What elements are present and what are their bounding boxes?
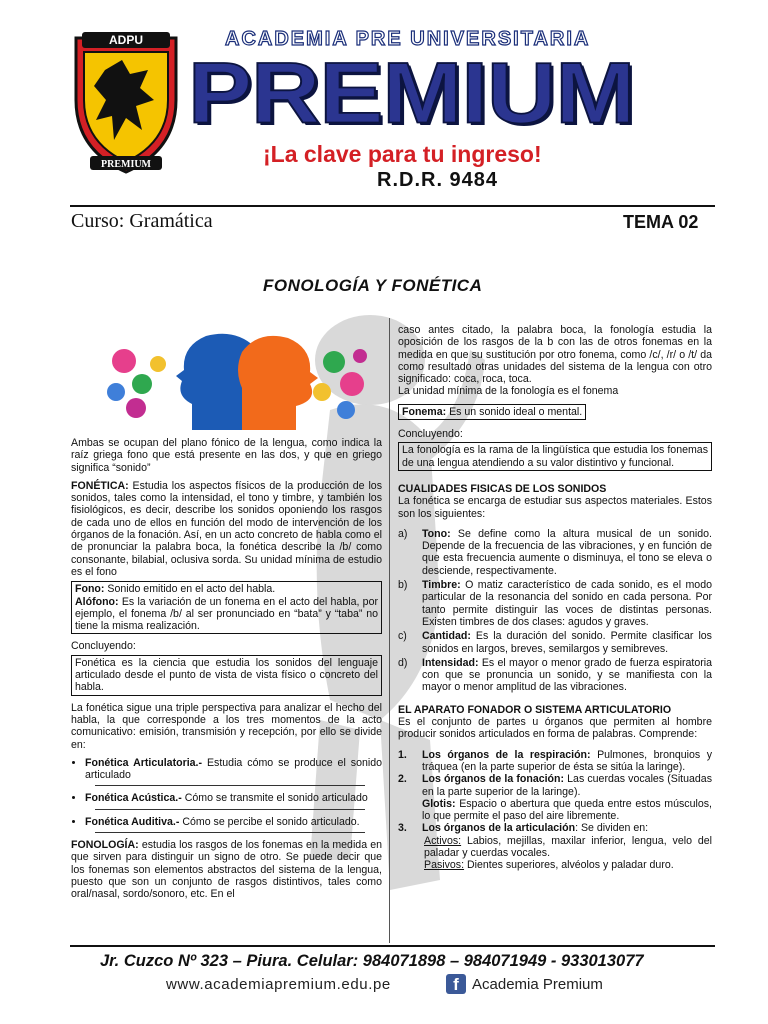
item-marker: 1. — [398, 748, 407, 761]
fono-label: Fono: — [75, 583, 105, 596]
cualidades-intro: La fonética se encarga de estudiar sus aspectos materiales. Estos son los siguientes: — [398, 495, 712, 520]
item-text: Pulmones, bronquios y tráquea (en la parte superior de ésta se sitúa la laringe). — [422, 748, 712, 773]
fonologia-conclusion-box: La fonología es la rama de la lingüística que estudia los fonemas de una lengua atendiendo a su valor distintivo y funcional. — [398, 442, 712, 471]
list-item — [85, 816, 382, 833]
footer-address: Jr. Cuzco Nº 323 – Piura. Celular: 984071898 – 984071949 - 933013077 — [100, 952, 644, 970]
list-item — [398, 657, 712, 694]
right-column — [398, 324, 712, 872]
cualidades-list — [398, 528, 712, 694]
item-text: Las cuerdas vocales (Situadas en la parte superior de la laringe). — [422, 773, 712, 798]
aparato-intro: Es el conjunto de partes u órganos que permiten al hombre producir sonidos articulados en forma de palabras. Comprende: — [398, 716, 712, 741]
activos-line — [398, 835, 712, 860]
item-text: : Se dividen en: — [575, 822, 649, 835]
course-label: Curso: Gramática — [71, 210, 213, 232]
left-column — [71, 437, 382, 901]
glotis-text: Espacio o abertura que queda entre estos músculos, lo que permite el paso del aire libremente. — [422, 797, 712, 823]
item-label: Fonética Articulatoria.- — [85, 756, 203, 769]
fonetica-paragraph — [71, 480, 382, 578]
list-item — [398, 749, 712, 774]
fonologia-paragraph — [71, 839, 382, 900]
alofono-text: Es la variación de un fonema en el acto del habla, por ejemplo, el fonema /b/ al ser pronunciado en “bata” y “taba” no tiene la misma realización. — [75, 595, 378, 633]
page-title: FONOLOGÍA Y FONÉTICA — [263, 276, 483, 295]
answer-line — [95, 785, 365, 786]
column-divider — [389, 318, 390, 943]
shield-top-text: ADPU — [108, 33, 144, 47]
alofono-label: Alófono: — [75, 595, 119, 608]
item-label: Los órganos de la fonación: — [422, 773, 565, 786]
list-item — [398, 773, 712, 798]
registration-number: R.D.R. 9484 — [377, 169, 499, 191]
slogan: ¡La clave para tu ingreso! — [263, 141, 542, 167]
fonetica-types-list — [71, 757, 382, 833]
glotis-label: Glotis: — [422, 797, 456, 810]
brand-title: PREMIUM — [188, 44, 635, 142]
item-label: Los órganos de la articulación — [422, 822, 576, 835]
shield-bottom-text: PREMIUM — [101, 159, 151, 170]
organos-list — [398, 749, 712, 872]
item-label: Timbre: — [422, 579, 461, 592]
item-label: Intensidad: — [422, 656, 479, 669]
cualidades-heading: CUALIDADES FISICAS DE LOS SONIDOS — [398, 482, 607, 495]
concluyendo-label-right: Concluyendo: — [398, 428, 463, 441]
footer-rule — [70, 945, 715, 947]
item-text: Cómo se transmite el sonido articulado — [184, 792, 368, 805]
facebook-page-link[interactable]: Academia Premium — [472, 976, 603, 993]
list-item — [85, 792, 382, 809]
academy-name: ACADEMIA PRE UNIVERSITARIA — [225, 28, 591, 50]
aparato-heading: EL APARATO FONADOR O SISTEMA ARTICULATORIO — [398, 703, 672, 716]
fonetica-text: Estudia los aspectos físicos de la producción de los sonidos, tales como la intensidad, el tono y timbre, y también los fisiológicos, es decir, describe los sonidos oponiendo los rasgos de cada uno de ellos en función del modo de intervención de los órganos de la fonación. Así, en un acto concreto de habla como el de pronunciar la palabra boca, la fonética describe la /b/ como consonante, bilabial, oclusiva sorda. Su unidad mínima de estudio es el fono — [71, 479, 382, 578]
fonema-label: Fonema: — [402, 405, 447, 418]
item-marker: d) — [398, 656, 408, 669]
item-marker: 3. — [398, 822, 407, 835]
item-label: Fonética Acústica.- — [85, 792, 182, 805]
item-text: Estudia cómo se produce el sonido articulado — [85, 756, 382, 782]
pasivos-text: Dientes superiores, alvéolos y paladar duro. — [467, 859, 674, 872]
list-item — [398, 822, 712, 834]
fonologia-continuation: caso antes citado, la palabra boca, la fonología estudia la oposición de los rasgos de la b con las de otros fonemas en la medida en que su sustitución por otro fonema, como /c/, /r/ o /t/ da como resultado otras unidades del sistema de la lengua con otro significado: coca, roca, toca. — [398, 324, 712, 386]
item-label: Fonética Auditiva.- — [85, 815, 180, 828]
item-text: Es el mayor o menor grado de fuerza espiratoria con que se pronuncia un sonido, y se manifiesta con la mayor o menor amplitud de las vibraciones. — [422, 656, 712, 694]
item-marker: b) — [398, 579, 408, 592]
header-rule — [70, 205, 715, 207]
item-marker: a) — [398, 527, 408, 540]
list-item — [85, 757, 382, 787]
facebook-icon: f — [446, 974, 466, 994]
item-text: O matiz característico de cada sonido, es el modo particular de la resonancia del sonido en cada persona. Por tanto permite distinguir las voces de distintas personas. Existen timbres de dos clases: agudos y graves. — [422, 579, 712, 628]
glotis-definition — [398, 798, 712, 823]
academy-shield-logo — [70, 30, 182, 176]
intro-paragraph: Ambas se ocupan del plano fónico de la lengua, como indica la raíz griega fono que está presente en las dos, y que en griego significa “sonido” — [71, 437, 382, 474]
two-heads-illustration — [96, 326, 370, 432]
pasivos-line — [398, 859, 712, 871]
fonetica-label: FONÉTICA: — [71, 479, 129, 492]
activos-text: Labios, mejillas, maxilar inferior, lengua, velo del paladar y cuerdas vocales. — [424, 834, 712, 859]
fonema-definition-box — [398, 404, 586, 420]
item-marker: c) — [398, 630, 407, 643]
activos-label: Activos: — [424, 834, 462, 847]
topic-number: TEMA 02 — [623, 212, 699, 232]
list-item — [398, 579, 712, 628]
unidad-minima: La unidad mínima de la fonología es el fonema — [398, 385, 619, 398]
item-text: Se define como la altura musical de un sonido. Depende de la frecuencia de las vibraciones, y en función de que esta frecuencia aumente o disminuya, el tono se eleva o desciende, respectivamente. — [422, 527, 712, 577]
fonologia-label: FONOLOGÍA: — [71, 839, 139, 852]
answer-line — [95, 809, 365, 810]
list-item — [398, 528, 712, 577]
fono-text: Sonido emitido en el acto del habla. — [107, 583, 276, 596]
concluyendo-label-left: Concluyendo: — [71, 640, 136, 653]
item-marker: 2. — [398, 773, 407, 786]
item-label: Tono: — [422, 527, 451, 540]
fonema-text: Es un sonido ideal o mental. — [449, 405, 583, 418]
fonologia-text: estudia los rasgos de los fonemas en la medida en que sirven para distinguir un signo de otro. Se puede decir que los fonemas son elementos abstractos del sistema de la lengua, puesto que son un conjunto de rasgos distintivos, tales como oral/nasal, sordo/sonoro, etc. En el — [71, 839, 382, 901]
answer-line — [95, 832, 365, 833]
item-label: Cantidad: — [422, 630, 471, 643]
fono-definition-box — [71, 581, 382, 634]
left-swirls — [107, 349, 166, 418]
pasivos-label: Pasivos: — [424, 859, 465, 872]
item-text: Cómo se percibe el sonido articulado. — [182, 815, 360, 828]
fonetica-conclusion-box: Fonética es la ciencia que estudia los sonidos del lenguaje articulado desde el punto de vista de vista físico o concreto del habla. — [71, 655, 382, 696]
perspectiva-paragraph: La fonética sigue una triple perspectiva para analizar el hecho del habla, la que corresponde a los tres momentos de la acto comunicativo: emisión, transmisión y recepción, por ello se divide en: — [71, 701, 382, 751]
list-item — [398, 630, 712, 655]
item-label: Los órganos de la respiración: — [422, 748, 591, 761]
website-link[interactable]: www.academiapremium.edu.pe — [166, 976, 391, 993]
item-text: Es la duración del sonido. Permite clasificar los sonidos en largos, breves, semilargos y semibreves. — [422, 630, 712, 655]
